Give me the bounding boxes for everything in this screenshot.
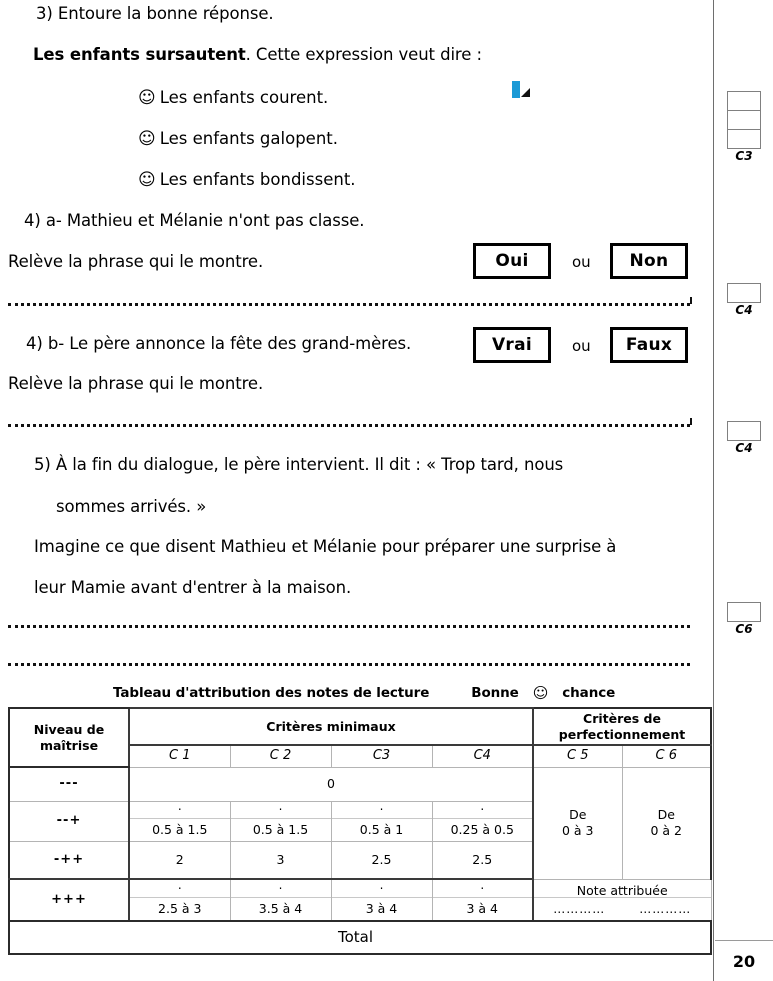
exercise-5-line-2: sommes arrivés. »	[56, 497, 207, 516]
range-value: 0.25 à 0.5	[450, 822, 514, 838]
competency-label: C4	[735, 441, 753, 455]
header-group-perfection: Critères de perfectionnement	[533, 708, 711, 745]
note-blank-c5[interactable]: …………	[553, 901, 606, 916]
level-marker: +++	[9, 879, 129, 921]
note-attribuee-cell	[533, 879, 711, 921]
choice-label: Les enfants galopent.	[159, 129, 338, 148]
range-value: 0.5 à 1	[359, 822, 404, 838]
smiley-face-icon: ☺	[138, 170, 156, 190]
exercise-4a-line-1: 4) a- Mathieu et Mélanie n'ont pas classe.	[24, 211, 365, 230]
competency-group-c3	[727, 91, 761, 162]
caption-text: Tableau d'attribution des notes de lecture	[113, 685, 430, 701]
competency-label: C6	[735, 622, 753, 636]
caption-good: Bonne	[471, 685, 519, 701]
grade-range-cell	[331, 801, 432, 841]
header-c3: C3	[331, 745, 432, 767]
level-marker: -++	[9, 841, 129, 879]
table-header-row-groups	[9, 708, 711, 745]
competency-group-c4-b	[727, 421, 761, 454]
answer-box-faux[interactable]: Faux	[610, 327, 688, 363]
answer-box-oui[interactable]: Oui	[473, 243, 551, 279]
answer-line-3[interactable]	[8, 625, 690, 628]
competency-group-c4-a	[727, 283, 761, 316]
answer-line-4[interactable]	[8, 663, 690, 666]
range-top-marker	[332, 804, 432, 819]
grade-value: 2.5	[331, 841, 432, 879]
grade-value: 2	[129, 841, 230, 879]
range-value: 3.5 à 4	[258, 901, 303, 917]
competency-checkbox[interactable]	[727, 602, 761, 622]
competency-margin	[715, 0, 773, 981]
text-cursor-artifact	[512, 81, 520, 98]
competency-group-c6	[727, 602, 761, 635]
header-level: Niveau de maîtrise	[9, 708, 129, 767]
header-c6: C 6	[622, 745, 711, 767]
header-c1: C 1	[129, 745, 230, 767]
exercise-3-prompt-bold: Les enfants sursautent	[33, 45, 246, 64]
grade-value: 3	[230, 841, 331, 879]
total-score-value: 20	[715, 940, 773, 981]
range-top-marker	[130, 804, 230, 819]
exercise-3-prompt	[33, 46, 482, 63]
choice-label: Les enfants bondissent.	[159, 170, 356, 189]
grade-range-cell	[230, 801, 331, 841]
exercise-4b-line-1: 4) b- Le père annonce la fête des grand-mères.	[26, 334, 412, 353]
grading-table-caption	[113, 684, 615, 702]
grade-range-cell	[230, 879, 331, 921]
perfection-c5-range	[533, 767, 622, 879]
exercise-3-title: 3) Entoure la bonne réponse.	[36, 4, 274, 23]
grade-range-cell	[432, 801, 533, 841]
exercise-4b-line-2: Relève la phrase qui le montre.	[8, 374, 264, 393]
c6-line-2: 0 à 2	[650, 823, 682, 838]
header-c4: C4	[432, 745, 533, 767]
exercise-3-choice-2[interactable]	[138, 129, 338, 149]
line-end-tick	[690, 418, 692, 425]
level-marker: ---	[9, 767, 129, 801]
smiley-face-icon: ☺	[532, 684, 549, 702]
range-value: 0.5 à 1.5	[152, 822, 208, 838]
merged-zero-value: 0	[129, 767, 533, 801]
answer-line-2[interactable]	[8, 424, 690, 427]
header-c2: C 2	[230, 745, 331, 767]
range-top-marker	[231, 883, 331, 898]
grade-range-cell	[129, 801, 230, 841]
exercise-3-choice-3[interactable]	[138, 170, 356, 190]
exercise-5-line-4: leur Mamie avant d'entrer à la maison.	[34, 578, 352, 597]
range-value: 0.5 à 1.5	[252, 822, 309, 838]
header-c5: C 5	[533, 745, 622, 767]
note-attribuee-label: Note attribuée .	[534, 883, 711, 898]
c6-line-1: De	[657, 807, 675, 823]
range-top-marker	[231, 804, 331, 819]
choice-label: Les enfants courent.	[159, 88, 329, 107]
range-value: 3 à 4	[466, 901, 498, 917]
smiley-face-icon: ☺	[138, 88, 156, 108]
note-blank-c6[interactable]: …………	[639, 901, 692, 916]
answer-box-non[interactable]: Non	[610, 243, 688, 279]
conjunction-ou-b: ou	[572, 337, 591, 355]
range-value: 3 à 4	[365, 901, 398, 917]
answer-box-vrai[interactable]: Vrai	[473, 327, 551, 363]
grade-range-cell	[432, 879, 533, 921]
competency-label: C4	[735, 303, 753, 317]
exercise-5-line-1: 5) À la fin du dialogue, le père intervient. Il dit : « Trop tard, nous	[34, 455, 564, 474]
c5-line-1: De	[569, 807, 587, 823]
table-row-level-0	[9, 767, 711, 801]
caption-chance: chance	[562, 685, 616, 701]
range-top-marker	[130, 883, 230, 898]
competency-checkbox[interactable]	[727, 421, 761, 441]
competency-checkbox[interactable]	[727, 110, 761, 130]
range-top-marker	[433, 804, 533, 819]
range-top-marker	[332, 883, 432, 898]
grade-value: 2.5	[432, 841, 533, 879]
exercise-4a-line-2: Relève la phrase qui le montre.	[8, 252, 264, 271]
grading-table	[8, 707, 712, 955]
perfection-c6-range	[622, 767, 711, 879]
grade-range-cell	[129, 879, 230, 921]
grade-range-cell	[331, 879, 432, 921]
total-label: Total	[9, 921, 711, 954]
competency-checkbox[interactable]	[727, 283, 761, 303]
table-row-total	[9, 921, 711, 954]
exercise-3-prompt-rest: . Cette expression veut dire :	[245, 45, 482, 64]
header-group-minimal: Critères minimaux	[129, 708, 533, 745]
range-top-marker	[433, 883, 533, 898]
level-marker: --+	[9, 801, 129, 841]
table-row-level-3	[9, 879, 711, 921]
competency-checkbox[interactable]	[727, 129, 761, 149]
exercise-5-line-3: Imagine ce que disent Mathieu et Mélanie pour préparer une surprise à	[34, 537, 617, 556]
competency-label: C3	[735, 149, 753, 163]
range-value: 2.5 à 3	[158, 901, 202, 917]
competency-checkbox[interactable]	[727, 91, 761, 111]
line-end-tick	[690, 297, 692, 304]
c5-line-2: 0 à 3	[561, 823, 594, 838]
smiley-face-icon: ☺	[138, 129, 156, 149]
conjunction-ou-a: ou	[572, 253, 591, 271]
answer-line-1[interactable]	[8, 303, 690, 306]
exercise-3-choice-1[interactable]	[138, 88, 328, 108]
